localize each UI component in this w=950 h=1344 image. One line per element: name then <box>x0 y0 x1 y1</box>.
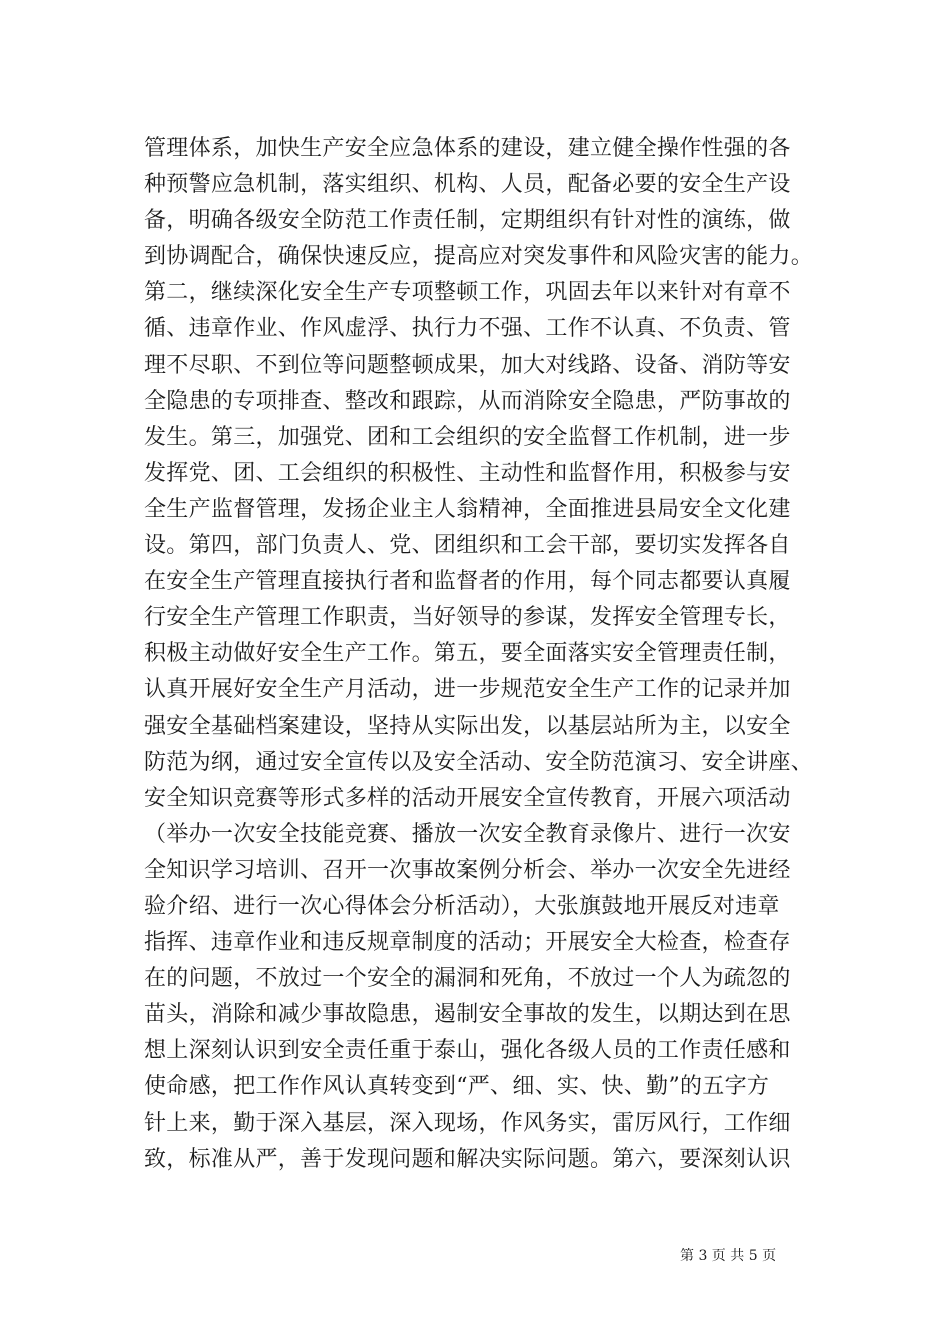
text-line: 全隐患的专项排查、整改和跟踪，从而消除安全隐患，严防事故的 <box>144 388 791 414</box>
text-line: 管理体系，加快生产安全应急体系的建设，建立健全操作性强的各 <box>144 136 791 161</box>
text-line: 强安全基础档案建设，坚持从实际出发，以基层站所为主，以安全 <box>144 713 791 739</box>
text-line: 针上来，勤于深入基层，深入现场，作风务实，雷厉风行，工作细 <box>144 1110 791 1136</box>
text-line: 理不尽职、不到位等问题整顿成果，加大对线路、设备、消防等安 <box>144 352 791 378</box>
text-line: 第二，继续深化安全生产专项整顿工作，巩固去年以来针对有章不 <box>144 280 791 306</box>
text-line: 在安全生产管理直接执行者和监督者的作用，每个同志都要认真履 <box>144 569 791 595</box>
text-line: 积极主动做好安全生产工作。第五，要全面落实安全管理责任制， <box>144 641 791 667</box>
text-line: 种预警应急机制，落实组织、机构、人员，配备必要的安全生产设 <box>144 172 791 198</box>
text-line: 发挥党、团、工会组织的积极性、主动性和监督作用，积极参与安 <box>144 460 791 486</box>
document-body <box>144 131 814 1178</box>
text-line: 设。第四，部门负责人、党、团组织和工会干部，要切实发挥各自 <box>144 533 791 559</box>
text-line: 验介绍、进行一次心得体会分析活动），大张旗鼓地开展反对违章 <box>144 893 780 919</box>
text-line: 循、违章作业、作风虚浮、执行力不强、工作不认真、不负责、管 <box>144 316 791 342</box>
text-line: 指挥、违章作业和违反规章制度的活动；开展安全大检查，检查存 <box>144 930 791 956</box>
text-line: 在的问题，不放过一个安全的漏洞和死角，不放过一个人为疏忽的 <box>144 966 791 992</box>
text-line: 使命感，把工作作风认真转变到“严、细、实、快、勤”的五字方 <box>144 1074 770 1100</box>
text-line: 认真开展好安全生产月活动，进一步规范安全生产工作的记录并加 <box>144 677 791 703</box>
text-line: 发生。第三，加强党、团和工会组织的安全监督工作机制，进一步 <box>144 424 791 450</box>
text-line: 备，明确各级安全防范工作责任制，定期组织有针对性的演练，做 <box>144 208 791 234</box>
text-line: 致，标准从严，善于发现问题和解决实际问题。第六，要深刻认识 <box>144 1146 791 1172</box>
text-line: 安全知识竞赛等形式多样的活动开展安全宣传教育，开展六项活动 <box>144 785 791 811</box>
text-line: 全生产监督管理，发扬企业主人翁精神，全面推进县局安全文化建 <box>144 496 791 522</box>
text-line: 苗头，消除和减少事故隐患，遏制安全事故的发生，以期达到在思 <box>144 1002 791 1028</box>
text-line: 全知识学习培训、召开一次事故案例分析会、举办一次安全先进经 <box>144 857 791 883</box>
text-line: 到协调配合，确保快速反应，提高应对突发事件和风险灾害的能力。 <box>144 244 814 270</box>
page-number-footer: 第 3 页 共 5 页 <box>680 1248 777 1264</box>
text-line: 行安全生产管理工作职责，当好领导的参谋，发挥安全管理专长， <box>144 605 791 631</box>
text-line: 想上深刻认识到安全责任重于泰山，强化各级人员的工作责任感和 <box>144 1038 791 1064</box>
text-line: （举办一次安全技能竞赛、播放一次安全教育录像片、进行一次安 <box>144 821 791 847</box>
text-line: 防范为纲，通过安全宣传以及安全活动、安全防范演习、安全讲座、 <box>144 749 814 775</box>
